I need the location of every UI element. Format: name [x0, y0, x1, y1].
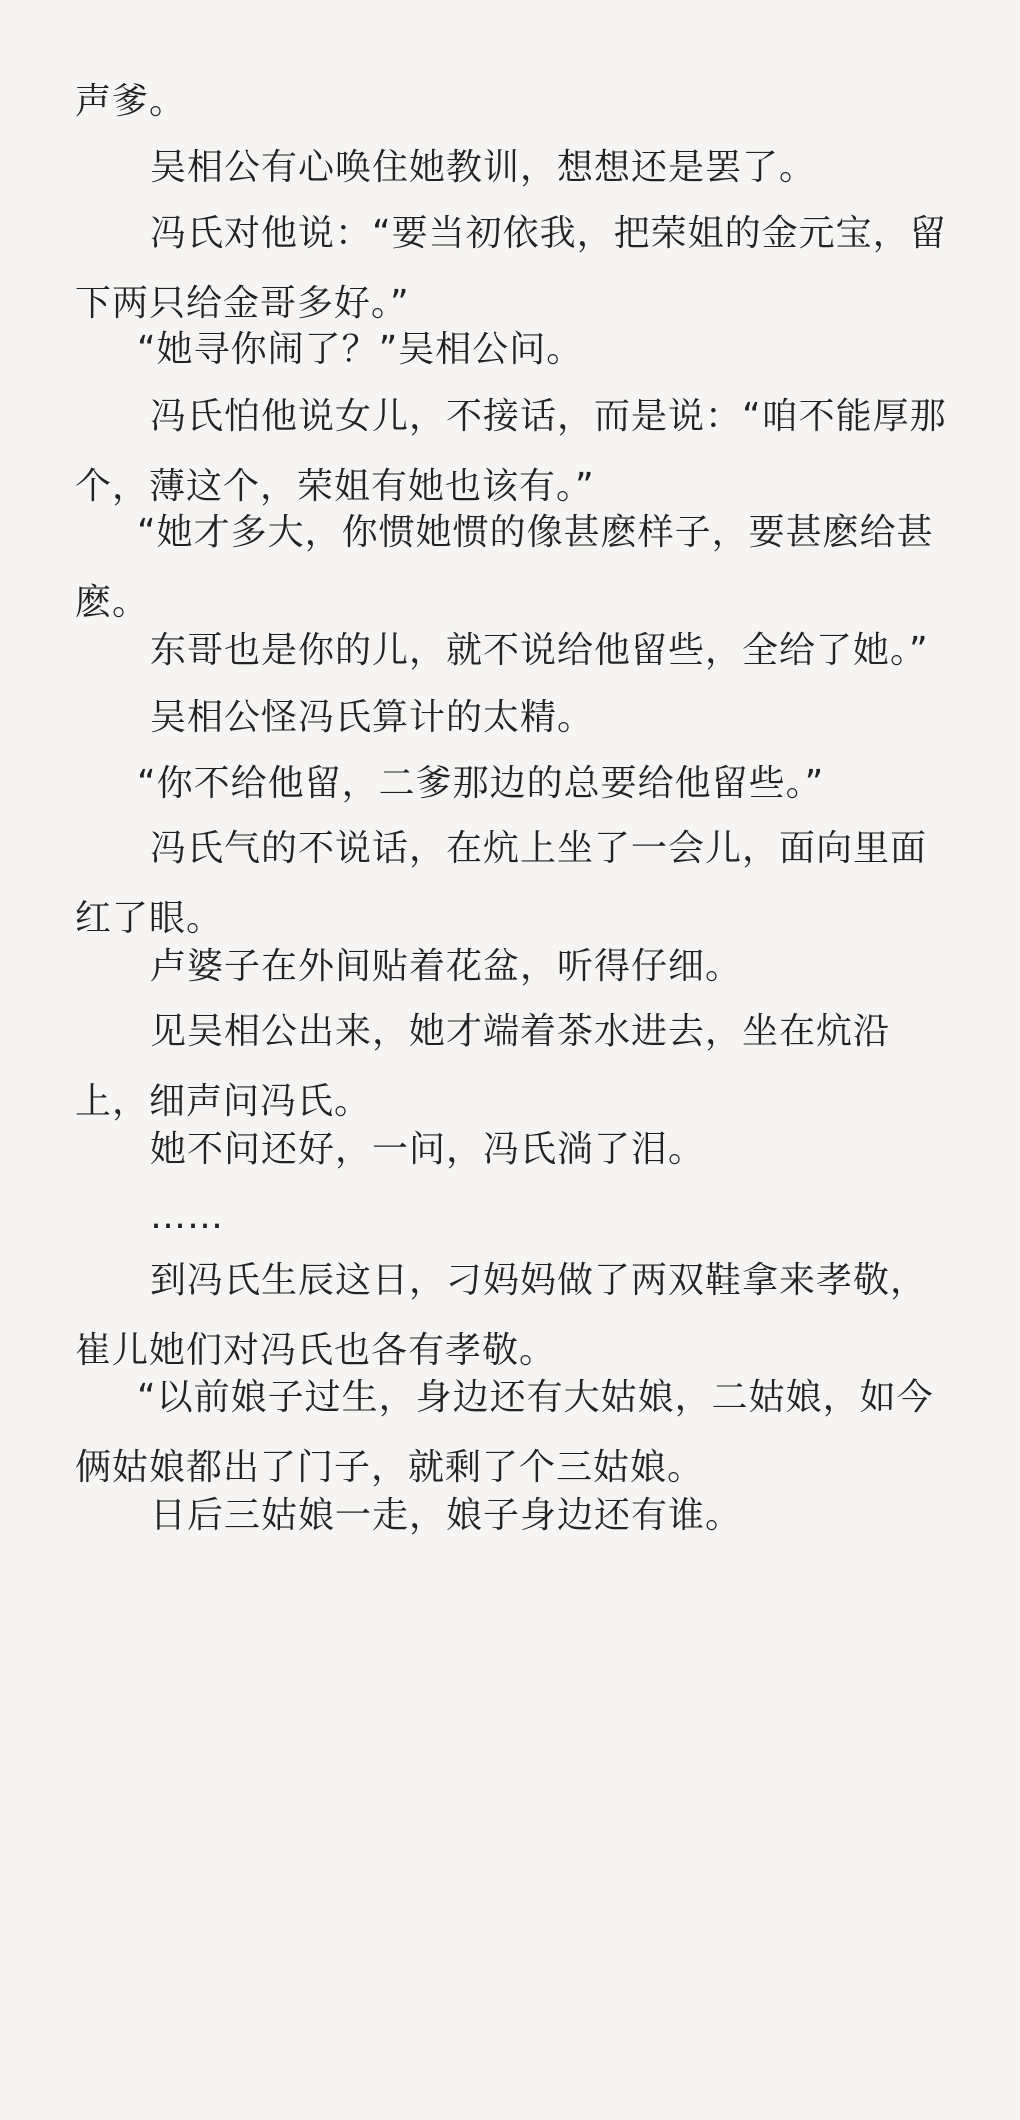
- paragraph: [75, 616, 945, 686]
- text-line: 日后三姑娘一走，娘子身边还有谁。: [150, 1495, 743, 1536]
- text-line: 声爹。: [75, 81, 187, 122]
- text-line: 麽。: [75, 582, 150, 623]
- text-line: “以前娘子过生，身边还有大姑娘，二姑娘，如今: [137, 1377, 934, 1418]
- text-line: 到冯氏生辰这日，刁妈妈做了两双鞋拿来孝敬，: [150, 1260, 928, 1301]
- text-line: “你不给他留，二爹那边的总要给他留些。”: [137, 763, 825, 804]
- text-line: 冯氏气的不说话，在炕上坐了一会儿，面向里面: [150, 828, 928, 869]
- paragraph: [75, 1481, 945, 1551]
- paragraph: [75, 133, 945, 203]
- text-line: “她才多大，你惯她惯的像甚麽样子，要甚麽给甚: [137, 512, 934, 553]
- text-line: 俩姑娘都出了门子，就剩了个三姑娘。: [75, 1447, 705, 1488]
- text-line: 吴相公怪冯氏算计的太精。: [150, 697, 595, 738]
- text-line: 东哥也是你的儿，就不说给他留些，全给了她。”: [150, 630, 929, 671]
- text-line: 下两只给金哥多好。”: [75, 283, 410, 324]
- text-line: 吴相公有心唤住她教训，想想还是罢了。: [150, 147, 817, 188]
- paragraph: [75, 749, 945, 819]
- paragraph: [75, 932, 945, 1002]
- text-line: 见吴相公出来，她才端着茶水进去，坐在炕沿: [150, 1011, 891, 1052]
- text-line: 卢婆子在外间贴着花盆，听得仔细。: [150, 946, 743, 987]
- text-line: 冯氏对他说：“要当初依我，把荣姐的金元宝，留: [150, 213, 947, 254]
- text-line: 个，薄这个，荣姐有她也该有。”: [75, 466, 595, 507]
- text-line: 红了眼。: [75, 898, 224, 939]
- paragraph: [75, 315, 945, 385]
- paragraph: [75, 1115, 945, 1185]
- paragraph: [75, 67, 945, 137]
- text-line: 她不问还好，一问，冯氏淌了泪。: [150, 1129, 706, 1170]
- paragraph: [75, 683, 945, 753]
- text-line: 上，细声问冯氏。: [75, 1081, 372, 1122]
- text-line: 崔儿她们对冯氏也各有孝敬。: [75, 1330, 557, 1371]
- paragraph: [75, 1182, 945, 1252]
- text-line: ……: [150, 1196, 224, 1237]
- text-line: 冯氏怕他说女儿，不接话，而是说：“咱不能厚那: [150, 396, 947, 437]
- text-line: “她寻你闹了？”吴相公问。: [137, 329, 584, 370]
